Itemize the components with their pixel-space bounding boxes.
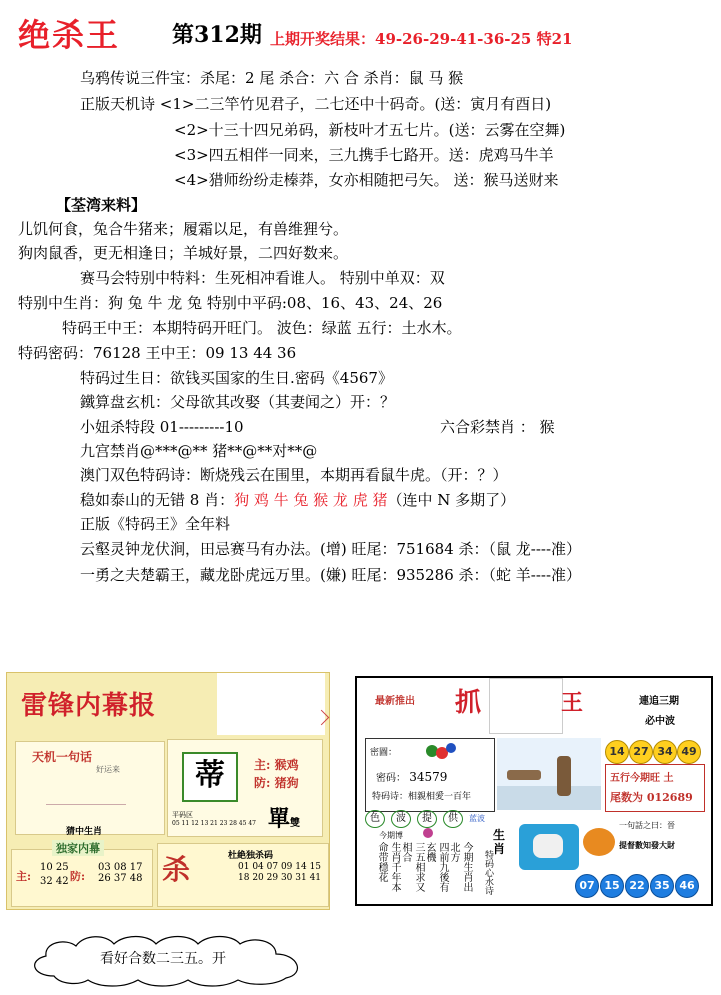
text-line: 特码过生日：欲钱买国家的生日.密码《4567》 [80,369,393,387]
banner-char: 色 [365,810,385,828]
zhu-label: 主: [254,758,271,772]
text-line: 云壑灵钟龙伏涧，田忌赛马有办法。(增) 旺尾：751684 杀：（鼠 龙----准） [80,540,582,558]
fang2-numbers: 32 42 [40,876,69,887]
mitu-icon [426,741,456,761]
number-ball: 27 [629,740,653,764]
bottom-title: 独家内幕 [52,840,104,856]
verse: 生肖千年本命带穩花 [376,842,400,892]
text-line: 鐵算盘玄机：父母欲其改娶（其妻闻之）开：？ [80,393,396,411]
pingma-row [172,810,193,820]
text-line: 儿饥何食，兔合牛猪来；履霜以足，有兽维狸兮。 [18,220,349,238]
number-ball: 49 [677,740,701,764]
tianji-box [15,741,165,835]
tianji-label: 天机一句话 [32,750,93,764]
zhu-fang-number-box [11,842,153,907]
text-line: 赛马会特别中特料：生死相冲看谁人。 特别中单双：双 [80,269,445,287]
fang-row [254,774,299,791]
mima-row [376,769,447,784]
fang2-label: 防: [70,870,86,883]
highlight-zodiacs: 狗 鸡 牛 兔 猴 龙 虎 猪 [234,491,388,509]
yiju-label: 一句話之曰：晉 [619,821,675,830]
zhu-value: 猴鸡 [274,758,299,772]
wuxing-box [605,764,705,812]
dan-suffix: 雙 [290,818,301,829]
text-line: 乌鸦传说三件宝：杀尾：2 尾 杀合：六 合 杀肖：鼠 马 猴 [80,69,464,87]
kill-title: 杜絶独杀码 [228,851,274,861]
bizhong-label: 必中波 [645,716,675,727]
text-line: <3>四五相伴一同来，三九携手七路开。送：虎鸡马牛羊 [174,146,554,164]
lianzhui-label: 連追三期 [639,696,679,707]
wang-char: 王 [561,690,584,716]
verse: 四前九後有玄機 [424,842,448,892]
tianji-sub: 好运来 [96,765,120,774]
text-line: 正版《特码王》全年料 [80,515,231,533]
weishu-text: 尾数为 012689 [610,791,693,804]
last-result: 上期开奖结果：49-26-29-41-36-25 特21 [270,30,573,48]
zhu-row [254,756,299,773]
number-ball: 35 [650,874,674,898]
tiger-image [583,828,615,856]
kill-box [157,843,329,907]
pingma-numbers: 05 11 12 13 21 23 28 45 47 [172,820,256,827]
dot-icon [423,828,433,838]
pingma-label: 平码区 [172,811,193,819]
verse: 今期生肖出北方 [448,842,472,892]
banner-char: 供 [443,810,463,828]
tema-poem: 特码诗：相親相愛一百年 [372,792,472,802]
kill-character: 杀 [162,853,191,886]
tema-xin: 特码心水诗 [483,850,493,895]
banner-char: 提 [417,810,437,828]
dan-char [268,802,300,833]
section-heading: 【荃湾来料】 [56,196,147,214]
jinqi-label: 今期博 [379,831,403,840]
mitu-box [365,738,495,812]
grid-numbers: 03 08 17 26 37 48 [98,862,143,884]
text-line [80,490,515,510]
zhua-char: 抓 [455,688,482,718]
blank-frame [489,678,563,734]
big-character: 蒂 [182,752,238,802]
wuxing-text: 五行今期旺 土 [610,773,674,784]
number-ball: 22 [625,874,649,898]
text-line: 九宫禁肖@***@** 猪**@**对**@ [80,442,318,460]
fang-label: 防: [254,776,271,790]
number-ball: 15 [600,874,624,898]
left-ad-panel [6,672,330,910]
banner-char: 波 [391,810,411,828]
text-segment: 稳如泰山的无错 8 肖： [80,491,235,509]
zhu2-numbers: 10 25 [40,862,69,873]
banner-row [365,810,485,828]
text-segment: （连中 N 多期了） [387,491,516,509]
text-line: 狗肉鼠香，更无相逢日；羊城好景，二四好数来。 [18,244,349,262]
mitu-label: 密圖： [370,748,398,758]
text-line: 特码密码：76128 王中王：09 13 44 36 [18,344,297,362]
mima-value: 34579 [409,770,448,784]
text-line: 特码王中王：本期特码开旺门。 波色：绿蓝 五行：土水木。 [62,319,462,337]
verse: 三五相求又相合 [400,842,424,892]
dan-value: 單 [268,806,291,832]
new-release-label: 最新推出 [375,696,415,707]
text-line: <2>十三十四兄弟码，新枝叶才五七片。(送：云雾在空舞) [174,121,566,139]
number-ball: 46 [675,874,699,898]
banner-tail: 蓝波 [469,814,485,823]
right-ad-panel [355,676,713,906]
text-line: 特别中生肖：狗 兔 牛 龙 兔 特别中平码:08、16、43、24、26 [18,294,443,312]
blank-area [217,673,325,735]
tishi-label: 提督數知發大財 [619,840,675,850]
issue-number: 第312期 [172,22,262,48]
guess-label: 猜中生肖 [66,827,103,837]
text-line: 小妞杀特段 01---------10 [80,418,244,436]
fang-value: 猪狗 [274,776,299,790]
number-ball: 07 [575,874,599,898]
zhu2-label: 主: [16,870,32,883]
zhu-fang-box [167,739,323,837]
text-line: 六合彩禁肖 ： 猴 [440,418,555,436]
kill-numbers: 01 04 07 09 14 15 18 20 29 30 31 41 [238,862,322,883]
divider [46,804,126,819]
mima-label: 密码： [376,773,406,784]
number-ball: 34 [653,740,677,764]
shengxiao-title: 生肖 [493,828,506,856]
cloud-text: 看好合数二三五。开 [100,951,226,967]
landscape-image [497,738,601,810]
text-line: <4>猎师纷纷走榛莽，女亦相随把弓矢。 送：猴马送财来 [174,171,559,189]
text-line: 澳门双色特码诗：断烧残云在围里，本期再看鼠牛虎。（开：？） [80,466,508,484]
number-ball: 14 [605,740,629,764]
page-title: 绝杀王 [18,16,121,54]
text-line: 正版天机诗 <1>二三竿竹见君子，二七还中十码奇。(送：寅月有酉日) [80,95,552,113]
ox-image [519,824,579,870]
left-panel-title: 雷锋内幕报 [21,691,157,721]
text-line: 一勇之夫楚霸王，藏龙卧虎远万里。(嫌) 旺尾：935286 杀：（蛇 羊----准） [80,566,582,584]
